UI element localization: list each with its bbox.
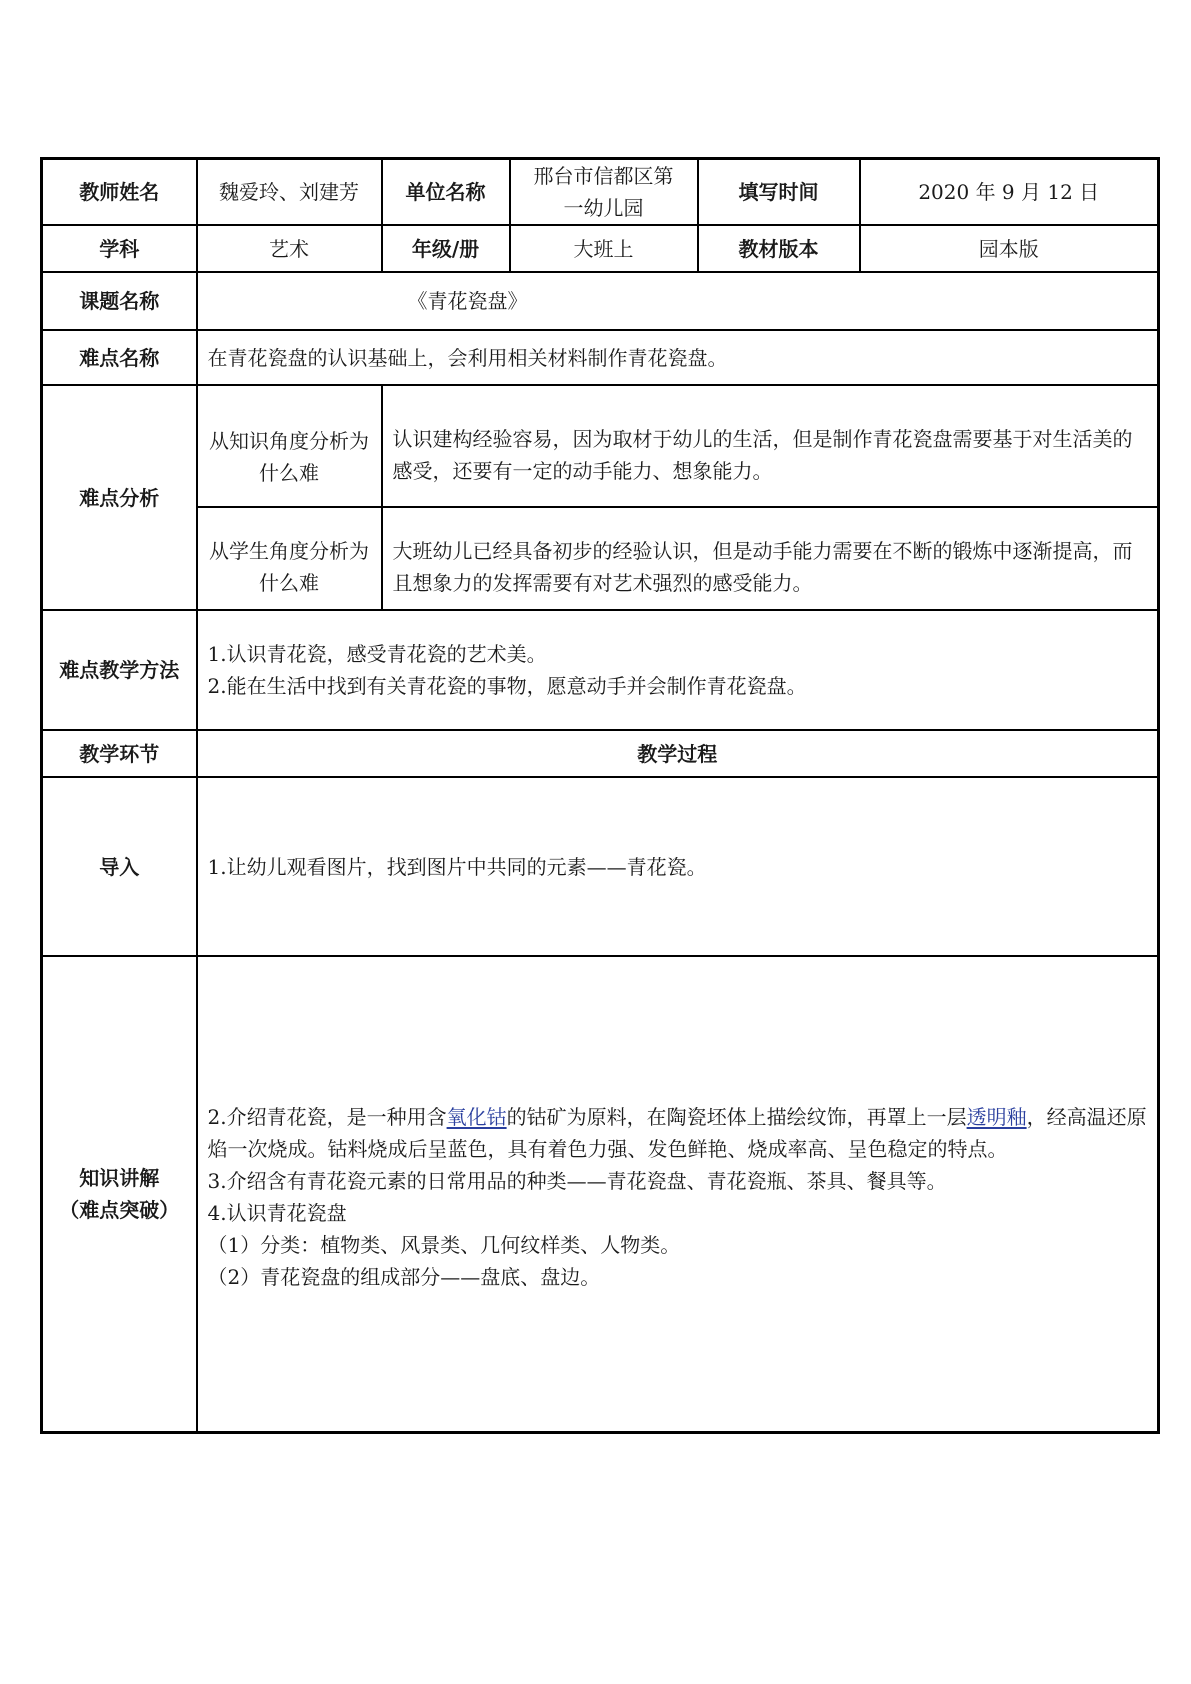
unit-label: 单位名称 [382,159,510,226]
student-angle-text: 大班幼儿已经具备初步的经验认识，但是动手能力需要在不断的锻炼中逐渐提高，而且想象力的发挥需要有对艺术强烈的感受能力。 [382,507,1159,610]
process-header-row [42,730,1159,777]
date-value: 2020 年 9 月 12 日 [860,159,1159,226]
transparent-glaze-link[interactable]: 透明釉 [966,1104,1027,1129]
intro-row [42,777,1159,956]
knowledge-label-line2: （难点突破） [59,1197,180,1222]
knowledge-point-4-2: （2）青花瓷盘的组成部分——盘底、盘边。 [207,1264,601,1289]
edition-label: 教材版本 [698,225,860,272]
topic-label: 课题名称 [42,272,197,330]
difficulty-row [42,330,1159,385]
topic-value: 《青花瓷盘》 [197,272,1159,330]
cobalt-oxide-link[interactable]: 氧化钴 [446,1104,507,1129]
method-label: 难点教学方法 [42,610,197,730]
knowledge-point-3: 3.介绍含有青花瓷元素的日常用品的种类——青花瓷盘、青花瓷瓶、茶具、餐具等。 [207,1168,947,1193]
subject-label: 学科 [42,225,197,272]
analysis-label: 难点分析 [42,385,197,610]
knowledge-angle-label: 从知识角度分析为什么难 [197,385,382,507]
knowledge-content [197,956,1159,1432]
knowledge-label-line1: 知识讲解 [79,1165,160,1190]
grade-value: 大班上 [510,225,698,272]
edition-value: 园本版 [860,225,1159,272]
knowledge-row [42,956,1159,1432]
teacher-value: 魏爱玲、刘建芳 [197,159,382,226]
analysis-row-knowledge [42,385,1159,507]
subject-value: 艺术 [197,225,382,272]
header-row-1 [42,159,1159,226]
analysis-row-student [42,507,1159,610]
intro-label: 导入 [42,777,197,956]
topic-row [42,272,1159,330]
header-row-2 [42,225,1159,272]
stage-header: 教学环节 [42,730,197,777]
knowledge-point-4: 4.认识青花瓷盘 [207,1200,347,1225]
unit-value: 邢台市信都区第一幼儿园 [510,159,698,226]
knowledge-point-2: 2.介绍青花瓷，是一种用含氧化钴的钴矿为原料，在陶瓷坯体上描绘纹饰，再罩上一层透明釉，经高温还原焰一次烧成。钴料烧成后呈蓝色，具有着色力强、发色鲜艳、烧成率高、呈色稳定的特点。 [207,1104,1147,1161]
difficulty-value: 在青花瓷盘的认识基础上，会利用相关材料制作青花瓷盘。 [197,330,1159,385]
method-items [197,610,1159,730]
grade-label: 年级/册 [382,225,510,272]
process-header: 教学过程 [197,730,1159,777]
student-angle-label: 从学生角度分析为什么难 [197,507,382,610]
knowledge-angle-text: 认识建构经验容易，因为取材于幼儿的生活，但是制作青花瓷盘需要基于对生活美的感受，还要有一定的动手能力、想象能力。 [382,385,1159,507]
knowledge-label [42,956,197,1432]
method-item-1: 1.认识青花瓷，感受青花瓷的艺术美。 [207,642,547,666]
teacher-label: 教师姓名 [42,159,197,226]
knowledge-point-4-1: （1）分类：植物类、风景类、几何纹样类、人物类。 [207,1232,681,1257]
method-row [42,610,1159,730]
method-item-2: 2.能在生活中找到有关青花瓷的事物，愿意动手并会制作青花瓷盘。 [207,674,807,698]
intro-text: 1.让幼儿观看图片，找到图片中共同的元素——青花瓷。 [197,777,1159,956]
lesson-plan-table [40,157,1160,1434]
date-label: 填写时间 [698,159,860,226]
difficulty-label: 难点名称 [42,330,197,385]
